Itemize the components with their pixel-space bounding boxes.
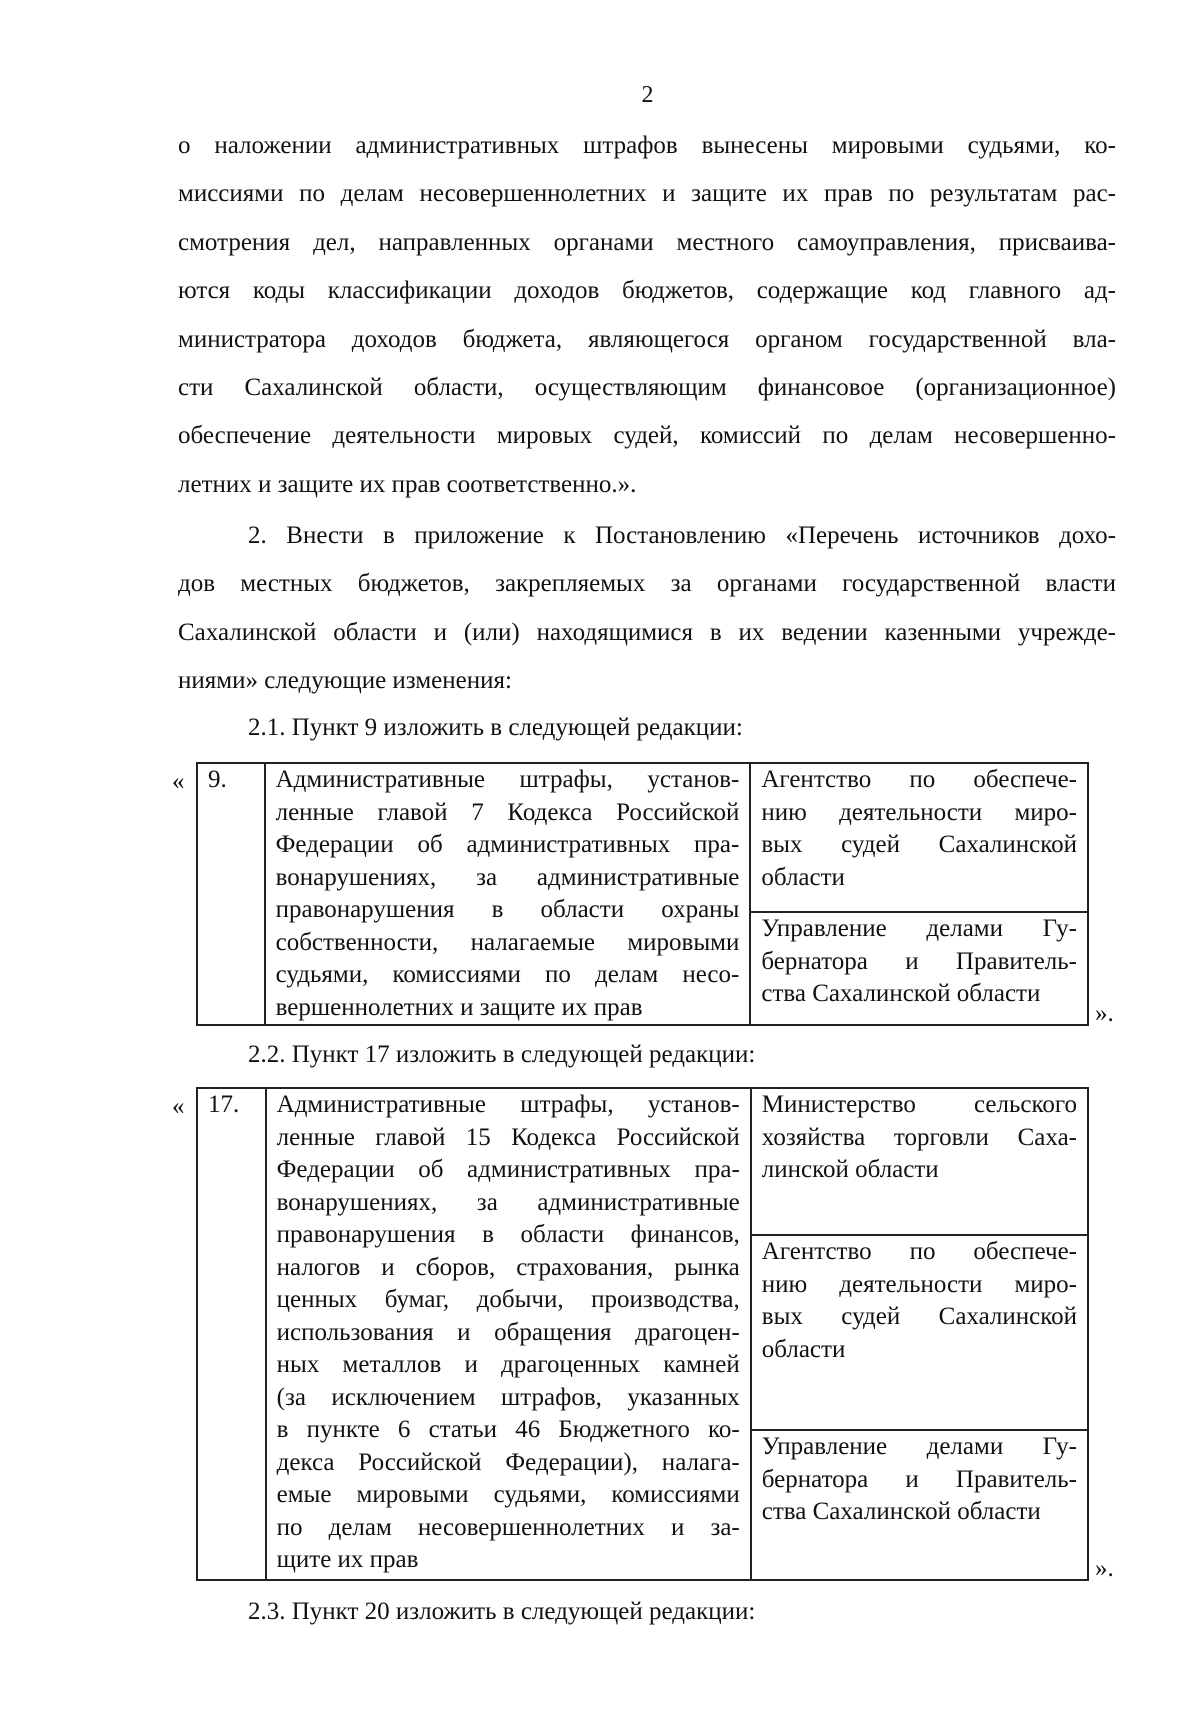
administrator-cell: [751, 1088, 1088, 1235]
text-line: Управление делами Гу-: [761, 1433, 1077, 1461]
text-line: щите их прав: [276, 1546, 419, 1573]
text-line: ных металлов и драгоценных камней: [276, 1351, 740, 1378]
text-line: налогов и сборов, страхования, рынка: [276, 1253, 740, 1281]
text-line: Управление делами Гу-: [761, 915, 1077, 943]
text-line: области: [761, 863, 845, 891]
quote-close: ».: [1095, 1000, 1114, 1027]
description-cell: [265, 763, 751, 1025]
text-line: миссиями по делам несовершеннолетних и защите их прав по результатам рас-: [178, 180, 1116, 208]
text-line: обеспечение деятельности мировых судей, комиссий по делам несовершенно-: [178, 422, 1116, 450]
item-number-cell: 9.: [197, 763, 265, 1025]
text-line: Сахалинской области и (или) находящимися в их ведении казенными учрежде-: [178, 618, 1116, 646]
text-line: Агентство по обеспече-: [761, 1238, 1077, 1266]
text-line: летних и защите их прав соответственно.».: [178, 470, 637, 498]
text-line: емые мировыми судьями, комиссиями: [276, 1481, 740, 1508]
text-line: в пункте 6 статьи 46 Бюджетного ко-: [276, 1416, 740, 1443]
page-number: 2: [641, 82, 654, 108]
subheading-2-3: 2.3. Пункт 20 изложить в следующей редакции:: [248, 1598, 756, 1625]
text-line: бернатора и Правитель-: [761, 1465, 1077, 1493]
administrator-cell: [751, 1235, 1088, 1430]
text-line: использования и обращения драгоцен-: [276, 1318, 740, 1346]
text-line: ются коды классификации доходов бюджетов, содержащие код главного ад-: [178, 277, 1116, 305]
text-line: смотрения дел, направленных органами местного самоуправления, присваива-: [178, 228, 1116, 256]
table-row: [197, 1088, 1088, 1235]
amendment-table-item-17: [196, 1087, 1089, 1581]
text-line: ленные главой 7 Кодекса Российской: [275, 798, 740, 826]
text-line: вонарушениях, за административные: [275, 863, 740, 891]
table-row: [197, 763, 1088, 912]
quote-open: «: [172, 768, 185, 795]
text-line: министратора доходов бюджета, являющегося органом государственной вла-: [178, 325, 1116, 353]
text-line: собственности, налагаемые мировыми: [275, 928, 740, 956]
text-line: правонарушения в области финансов,: [276, 1221, 740, 1248]
text-line: нию деятельности миро-: [761, 1270, 1077, 1298]
text-line: Административные штрафы, установ-: [275, 766, 740, 793]
text-line: ства Сахалинской области: [761, 1498, 1041, 1526]
quote-close: ».: [1095, 1555, 1114, 1582]
text-line: вершеннолетних и защите их прав: [275, 993, 643, 1021]
description-cell: [266, 1088, 751, 1580]
text-line: ства Сахалинской области: [761, 980, 1041, 1008]
text-line: вых судей Сахалинской: [761, 1303, 1077, 1331]
text-line: 2. Внести в приложение к Постановлению «Перечень источников дохо-: [248, 522, 1116, 549]
text-line: вонарушениях, за административные: [276, 1188, 740, 1216]
text-line: Министерство сельского: [761, 1091, 1077, 1118]
text-line: о наложении административных штрафов вынесены мировыми судьями, ко-: [178, 132, 1116, 159]
amendment-table-item-9: [196, 762, 1089, 1026]
text-line: сти Сахалинской области, осуществляющим финансовое (организационное): [178, 374, 1116, 402]
text-line: ленные главой 15 Кодекса Российской: [276, 1123, 740, 1151]
text-line: хозяйства торговли Саха-: [761, 1123, 1077, 1151]
text-line: ценных бумаг, добычи, производства,: [276, 1286, 740, 1313]
text-line: Агентство по обеспече-: [761, 766, 1077, 793]
text-line: правонарушения в области охраны: [275, 896, 740, 923]
item2-paragraph: [178, 512, 1116, 706]
administrator-cell: [750, 912, 1088, 1025]
quote-open: «: [172, 1093, 185, 1120]
text-line: Федерации об административных пра-: [275, 831, 740, 858]
text-line: ниями» следующие изменения:: [178, 667, 512, 695]
administrator-cell: [750, 763, 1088, 912]
text-line: области: [761, 1335, 846, 1363]
text-line: судьями, комиссиями по делам несо-: [275, 961, 740, 988]
subheading-2-2: 2.2. Пункт 17 изложить в следующей редакции:: [248, 1041, 756, 1068]
intro-paragraph: [178, 122, 1116, 509]
text-line: линской области: [761, 1156, 939, 1183]
text-line: Административные штрафы, установ-: [276, 1091, 740, 1118]
subheading-2-1: 2.1. Пункт 9 изложить в следующей редакции:: [248, 714, 743, 741]
item-number-cell: 17.: [197, 1088, 266, 1580]
text-line: декса Российской Федерации), налага-: [276, 1448, 740, 1476]
administrator-cell: [751, 1430, 1088, 1580]
text-line: вых судей Сахалинской: [761, 831, 1077, 858]
text-line: по делам несовершеннолетних и за-: [276, 1513, 740, 1541]
text-line: (за исключением штрафов, указанных: [276, 1383, 740, 1411]
text-line: бернатора и Правитель-: [761, 947, 1077, 975]
text-line: Федерации об административных пра-: [276, 1156, 740, 1183]
text-line: нию деятельности миро-: [761, 798, 1077, 826]
text-line: дов местных бюджетов, закрепляемых за органами государственной власти: [178, 570, 1116, 598]
